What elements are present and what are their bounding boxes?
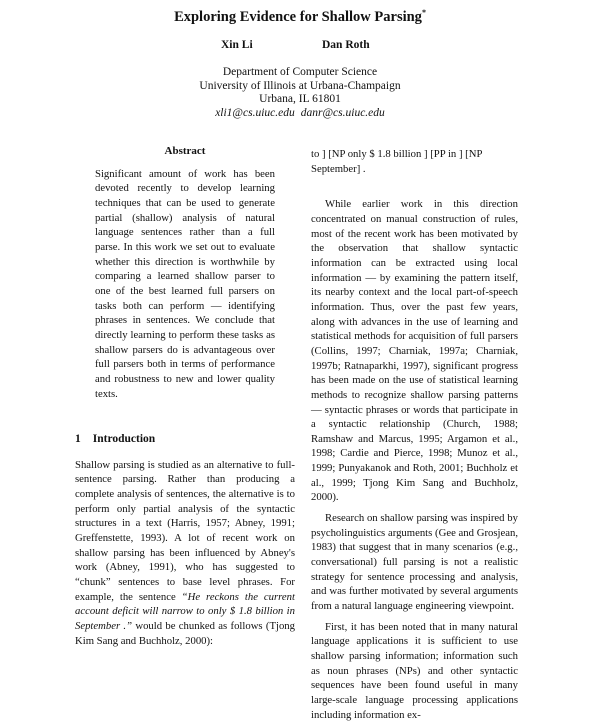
section-number: 1 [75, 433, 81, 446]
university: University of Illinois at Urbana-Champaign [199, 79, 401, 92]
author-name: Dan Roth [322, 39, 370, 51]
introduction-paragraph [75, 458, 295, 649]
abstract-text: Significant amount of work has been devoted recently to develop learning techniques that can be used to generate partial (shallow) analysis of natural language sentences rather than a full parse. In this work we set out to evaluate whether this direction is worthwhile by comparing a learned shallow parser to one of the best learned full parsers on tasks both can perform — identifying phrases in sentences. We conclude that directly learning to perform these tasks as shallow parsers do is advantageous over full parsers both in terms of performance and robustness to new and lower quality texts. [95, 167, 275, 400]
intro-text-end: would be chunked as follows (Tjong Kim Sang and Buchholz, 2000): [75, 620, 295, 647]
title-footnote-mark: * [421, 8, 426, 17]
chunk-example-continuation: to ] [NP only $ 1.8 billion ] [PP in ] [NP September] . [311, 148, 483, 175]
intro-text: Shallow parsing is studied as an alternative to full-sentence parsing. Rather than producing a complete analysis of sentences, the alternative is to perform only partial analysis of the syntactic structures in a text (Harris, 1957; Abney, 1991; Greffenstette, 1993). A lot of recent work on shallow parsing has been influenced by Abney's work (Abney, 1991), who has suggested to “chunk” sentences to base level phrases. For example, the sentence [75, 458, 295, 603]
left-column [75, 144, 295, 648]
affiliation-block [0, 66, 600, 120]
paper-title-text: Exploring Evidence for Shallow Parsing [174, 8, 422, 25]
email: xli1@cs.uiuc.edu [215, 106, 295, 119]
example-sentence: “He reckons the current account deficit will narrow to only $ 1.8 billion in September .” [75, 590, 295, 633]
email: danr@cs.uiuc.edu [300, 106, 385, 119]
body-paragraph: First, it has been noted that in many natural language applications it is sufficient to use shallow parsing information; information such as noun phrases (NPs) and other syntactic sequences have been found useful in many large-scale language processing applications including information ex- [311, 620, 518, 721]
paper-title [0, 8, 600, 26]
section-title: Introduction [92, 433, 156, 446]
department: Department of Computer Science [222, 66, 378, 78]
city: Urbana, IL 61801 [259, 93, 341, 105]
abstract-heading: Abstract [164, 145, 206, 157]
author-name: Xin Li [221, 39, 253, 51]
author-list [0, 39, 600, 53]
right-column [311, 147, 518, 722]
body-paragraph: While earlier work in this direction concentrated on manual construction of rules, most of the recent work has been motivated by the observation that shallow syntactic information can be extracted using local information — by examining the pattern itself, its nearby context and the local part-of-speech information. Thus, over the past few years, along with advances in the use of learning and statistical methods for acquisition of full parsers (Collins, 1997; Charniak, 1997a; Charniak, 1997b; Ratnaparkhi, 1997), significant progress has been made on the use of statistical learning methods to recognize shallow parsing patterns — syntactic phrases or words that participate in a syntactic relationship (Church, 1988; Ramshaw and Marcus, 1995; Argamon et al., 1998; Cardie and Pierce, 1998; Munoz et al., 1999; Punyakanok and Roth, 2001; Buchholz et al., 1999; Tjong Kim Sang and Buchholz, 2000). [311, 198, 518, 504]
body-paragraph: Research on shallow parsing was inspired by psycholinguistics arguments (Gee and Grosjean, 1983) that suggest that in many scenarios (e.g., conversational) full parsing is not a realistic strategy for sentence processing and analysis, and was further motivated by several arguments from a natural language engineering viewpoint. [311, 512, 518, 613]
email-list [0, 107, 600, 121]
section-heading-introduction [75, 432, 295, 447]
